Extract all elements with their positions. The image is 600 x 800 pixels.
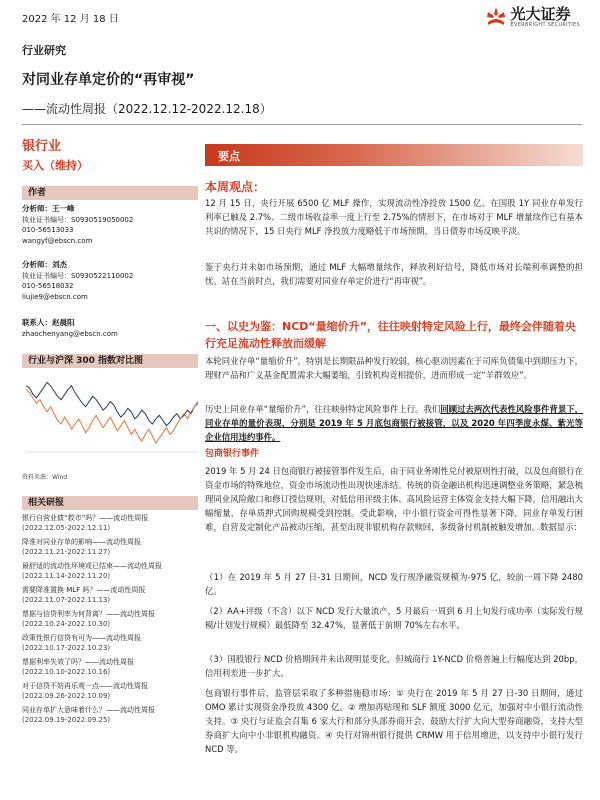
related-report-item[interactable]: [22, 586, 200, 605]
related-report-date: (2022.11.14-2022.11.20): [22, 571, 111, 580]
report-title: 对同业存单定价的“再审视”: [22, 72, 195, 88]
paragraph: [205, 402, 583, 444]
chart-source: 资料来源：Wind: [22, 474, 68, 481]
report-subtitle: ——流动性周报（2022.12.12-2022.12.18）: [22, 102, 272, 116]
related-report-date: (2022.09.19-2022.09.25): [22, 715, 111, 724]
highlighted-text: 回顾过去两次代表性风险事件背景下，同业存单的量价表现，分别是 2019 年 5 月底包商银行被接管，以及 2020 年四季度永煤、紫光等企业信用违约事件。: [205, 404, 583, 442]
paragraph: 2019 年 5 月 24 日包商银行被接管事件发生后，由于同业务刚性兑付被原则性打破，以及包商银行在资金市场的特殊地位，资金市场流动性出现快速冻结。传统的资金融出机构迅速调整业务策略，紧急梳理同业风险敞口和修订授信规则，对低信用评级主体、高风险运营主体资金支持大幅下降，信用融出大幅缩量，存单质押式回购规模受到控制。受此影响，中小银行资金可得性显著下降，同业存单发行困难，自营及定制化产品被动压缩，甚至出现非银机构存款赎回，多级备付机制被触发增加。数据显示：: [205, 466, 583, 532]
related-report-item[interactable]: [22, 610, 200, 629]
analyst-block: [22, 204, 133, 246]
related-report-title: 票据利率失效了吗？——流动性周报: [22, 658, 134, 666]
related-report-date: (2022.11.21-2022.11.27): [22, 547, 111, 556]
analyst-email[interactable]: liujie9@ebscn.com: [22, 292, 88, 301]
analyst-phone: 010-56513033: [22, 226, 74, 234]
related-report-date: (2022.10.17-2022.10.23): [22, 643, 111, 652]
analyst-block: [22, 260, 133, 302]
sun-logo-icon: [485, 6, 507, 28]
related-report-date: (2022.11.07-2022.11.13): [22, 595, 111, 604]
industry-label: 银行业: [22, 139, 62, 154]
paragraph: （3）国股银行 NCD 价格期间并未出现明显变化，但城商行 1Y-NCD 价格普遍上行幅度达到 20bp，信用利差进一步扩大。: [205, 654, 583, 678]
paragraph: 12 月 15 日，央行开展 6500 亿 MLF 操作，实现流动性净投放 1500 亿。在国股 1Y 同业存单发行利率已触及 2.7%、二级市场收益率一度上行至 2.75%的情形下，在市场对于 MLF 增量续作已有基本共识的情况下，15 日央行 MLF 净投放力度略低于市场预期，当日债券市场反映平淡。: [205, 198, 583, 236]
related-report-item[interactable]: [22, 706, 200, 725]
section-heading: 一、以史为鉴：NCD“量缩价升”，往往映射特定风险上行，最终会伴随着央行充足流动性释放而缓解: [205, 320, 576, 350]
related-report-title: 对于信贷不妨再乐观一点——流动性周报: [22, 682, 148, 690]
brand-name: 光大证券: [510, 4, 571, 23]
related-report-date: (2022.09.26-2022.10.09): [22, 691, 111, 700]
analyst-cert: 执业证书编号：S0930522110002: [22, 271, 134, 280]
related-report-item[interactable]: [22, 658, 200, 677]
related-report-item[interactable]: [22, 682, 200, 701]
paragraph: 鉴于央行并未如市场预期，通过 MLF 大幅增量续作，释放利好信号，降低市场对长端利率调整的担忧。站在当前时点，我们需要对同业存单定价进行“再审视”。: [205, 262, 583, 286]
related-header: 相关研报: [22, 496, 198, 510]
related-report-item[interactable]: [22, 562, 200, 581]
chart-header: 行业与沪深 300 指数对比图: [22, 354, 198, 368]
related-report-date: (2022.12.05-2022.12.11): [22, 523, 111, 532]
comparison-chart: [22, 370, 200, 455]
paragraph: 本轮同业存单“量缩价升”，特别是长期限品种发行较弱，核心驱动因素在于司库负债集中到期压力下，理财产品和广义基金配置需求大幅萎缩，引致机构竞相提价，进而形成一定“羊群效应”。: [205, 356, 583, 380]
related-report-title: 降准对同业存单的影响——流动性周报: [22, 538, 141, 546]
divider: [22, 124, 582, 125]
contact-email[interactable]: zhaochenyang@ebscn.com: [22, 329, 118, 338]
analyst-email[interactable]: wangyf@ebscn.com: [22, 236, 93, 245]
subsection-heading: 包商银行事件: [205, 449, 260, 459]
key-points-label: 要点: [218, 150, 240, 163]
analyst-name: 分析师：王一峰: [22, 204, 75, 213]
view-heading: 本周观点：: [205, 180, 266, 194]
related-report-title: 同业存单扩大意味着什么？——流动性周报: [22, 706, 155, 714]
brand-logo: [485, 6, 580, 28]
related-report-title: 需要降准置换 MLF 吗？——流动性周报: [22, 586, 146, 594]
contact-name: 联系人：赵晨阳: [22, 318, 75, 327]
contact-block: [22, 318, 118, 339]
related-list: [22, 514, 200, 730]
related-report-item[interactable]: [22, 634, 200, 653]
related-report-title: 票据与信贷利率为何背离？——流动性周报: [22, 610, 155, 618]
key-points-banner: [205, 144, 583, 166]
related-report-item[interactable]: [22, 514, 200, 533]
related-report-date: (2022.10.24-2022.10.30): [22, 619, 111, 628]
analyst-phone: 010-56518032: [22, 282, 74, 290]
related-report-title: 银行自营业债“救市”吗？——流动性周报: [22, 514, 149, 522]
paragraph: 包商银行事件后，监管层采取了多种措施稳市场：① 央行在 2019 年 5 月 27 日-30 日期间，通过 OMO 累计实现资金净投放 4300 亿。② 增加再贴现和 SLF 额度 3000 亿元，加强对中小银行流动性支持。③ 央行与证监会召集 6 家大行和部分头部券商开会，鼓励大行扩大向大型券商融资，支持大型券商扩大向中小非银机构融资。④ 央行对锦州银行提供 CRMW 用于信用增进，以支持中小银行发行 NCD 等。: [205, 688, 583, 754]
related-report-title: 最舒适的流动性环境或已结束——流动性周报: [22, 562, 162, 570]
analyst-cert: 执业证书编号：S0930519050002: [22, 215, 134, 224]
paragraph: （2）AA+评级（不含）以下 NCD 发行大量流产，5 月最后一周到 6 月上旬发行成功率（实际发行规模/计划发行规模）最低降至 32.47%，显著低于前期 70%左右水平。: [205, 606, 583, 630]
analyst-name: 分析师：刘杰: [22, 260, 67, 269]
paragraph: （1）在 2019 年 5 月 27 日-31 日期间，NCD 发行规净融资规模为-975 亿，较前一周下降 2480 亿。: [205, 572, 583, 596]
related-report-item[interactable]: [22, 538, 200, 557]
report-category: 行业研究: [22, 44, 66, 57]
related-report-date: (2022.10.10-2022.10.16): [22, 667, 111, 676]
paragraph-text: 历史上同业存单“量缩价升”，往往映射特定风险事件上行。我们: [205, 404, 441, 414]
authors-header: 作者: [22, 186, 198, 200]
report-date: 2022 年 12 月 18 日: [22, 14, 119, 25]
rating-label: 买入（维持）: [22, 159, 88, 172]
brand-name-en: EVERBRIGHT SECURITIES: [510, 21, 580, 28]
related-report-title: 政策性银行信贷有可为——流动性周报: [22, 634, 141, 642]
